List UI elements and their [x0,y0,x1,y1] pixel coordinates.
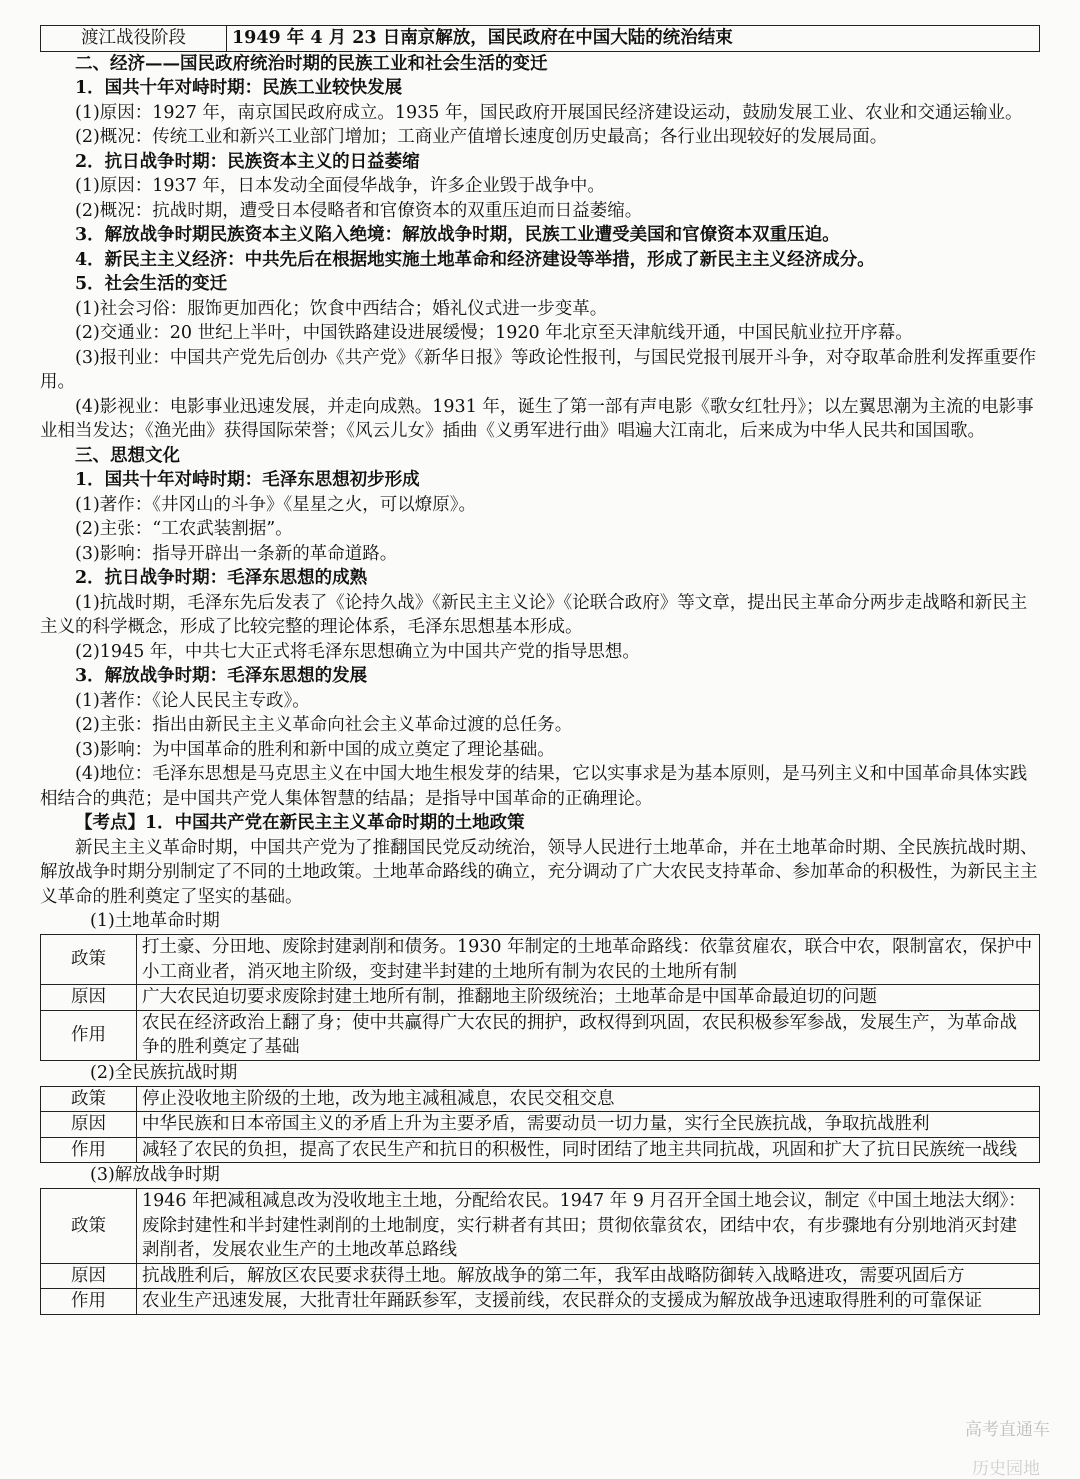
table-row [41,1086,1040,1112]
land-table-3-caption: (3)解放战争时期 [90,1165,220,1185]
row-label-policy: 政策 [41,1189,137,1264]
thought-s2-title: 2．抗日战争时期：毛泽东思想的成熟 [75,568,368,588]
row-content-reason: 抗战胜利后，解放区农民要求获得土地。解放战争的第二年，我军由战略防御转入战略进攻，需要巩固后方 [137,1263,1040,1289]
thought-s3-p3: (3)影响：为中国革命的胜利和新中国的成立奠定了理论基础。 [75,739,555,760]
land-table-1 [40,934,1040,1061]
table-row [41,1137,1040,1163]
thought-s1-p3: (3)影响：指导开辟出一条新的革命道路。 [75,543,398,564]
thought-s2-p1: (1)抗战时期，毛泽东先后发表了《论持久战》《新民主主义论》《论联合政府》等文章，提出民主革命分两步走战略和新民主主义的科学概念，形成了比较完整的理论体系，毛泽东思想基本形成。 [40,592,1028,637]
land-table-2-caption: (2)全民族抗战时期 [90,1062,238,1083]
row-content-reason: 广大农民迫切要求废除封建土地所有制，推翻地主阶级统治；土地革命是中国革命最迫切的问题 [137,985,1040,1011]
thought-s3-p2: (2)主张：指出由新民主主义革命向社会主义革命过渡的总任务。 [75,715,573,735]
top-table-content: 1949 年 4 月 23 日南京解放，国民政府在中国大陆的统治结束 [227,26,1040,52]
thought-title: 三、思想文化 [75,445,180,466]
row-content-reason: 中华民族和日本帝国主义的矛盾上升为主要矛盾，需要动员一切力量，实行全民族抗战，争取抗战胜利 [137,1112,1040,1138]
table-row [41,1263,1040,1289]
row-label-reason: 原因 [41,1112,137,1138]
top-table-label: 渡江战役阶段 [41,26,227,52]
land-table-2 [40,1086,1040,1164]
thought-s1-p1: (1)著作：《井冈山的斗争》《星星之火，可以燎原》。 [75,494,477,515]
econ-s4: 4．新民主主义经济：中共先后在根据地实施土地革命和经济建设等举措，形成了新民主主义经济成分。 [75,249,875,270]
econ-s2-p1: (1)原因：1937 年，日本发动全面侵华战争，许多企业毁于战争中。 [75,176,605,196]
row-label-reason: 原因 [41,985,137,1011]
table-row [41,1010,1040,1060]
thought-s3-p1: (1)著作：《论人民民主专政》。 [75,690,310,711]
econ-s1-p1: (1)原因：1927 年，南京国民政府成立。1935 年，国民政府开展国民经济建设运动，鼓励发展工业、农业和交通运输业。 [75,102,1023,123]
kaodian-title: 【考点】1．中国共产党在新民主主义革命时期的土地政策 [75,813,525,833]
econ-s1-p2: (2)概况：传统工业和新兴工业部门增加；工商业产值增长速度创历史最高；各行业出现较好的发展局面。 [75,127,888,147]
row-label-policy: 政策 [41,935,137,985]
econ-s5-p4: (4)影视业：电影事业迅速发展，并走向成熟。1931 年，诞生了第一部有声电影《歌女红牡丹》；以左翼思潮为主流的电影事业相当发达；《渔光曲》获得国际荣誉；《风云儿女》插曲《义勇军进行曲》唱遍大江南北，后来成为中华人民共和国国歌。 [40,396,1034,441]
econ-s5-p3: (3)报刊业：中国共产党先后创办《共产党》《新华日报》等政论性报刊，与国民党报刊展开斗争，对夺取革命胜利发挥重要作用。 [40,347,1037,392]
econ-s1-title: 1．国共十年对峙时期：民族工业较快发展 [75,78,403,98]
thought-s2-p2: (2)1945 年，中共七大正式将毛泽东思想确立为中国共产党的指导思想。 [75,641,640,662]
watermark-bottom-text: 历史园地 [972,1459,1040,1479]
econ-s5-p1: (1)社会习俗：服饰更加西化；饮食中西结合；婚礼仪式进一步变革。 [75,298,608,319]
row-label-reason: 原因 [41,1263,137,1289]
row-label-effect: 作用 [41,1010,137,1060]
thought-s1-p2: (2)主张：“工农武装割据”。 [75,519,293,539]
row-content-policy: 打土豪、分田地、废除封建剥削和债务。1930 年制定的土地革命路线：依靠贫雇农，联合中农，限制富农，保护中小工商业者，消灭地主阶级，变封建半封建的土地所有制为农民的土地所有制 [137,935,1040,985]
row-content-effect: 减轻了农民的负担，提高了农民生产和抗日的积极性，同时团结了地主共同抗战，巩固和扩大了抗日民族统一战线 [137,1137,1040,1163]
thought-s3-p4: (4)地位：毛泽东思想是马克思主义在中国大地生根发芽的结果，它以实事求是为基本原则，是马列主义和中国革命具体实践相结合的典范；是中国共产党人集体智慧的结晶；是指导中国革命的正确理论。 [40,764,1028,809]
thought-s3-title: 3．解放战争时期：毛泽东思想的发展 [75,666,368,686]
econ-s2-title: 2．抗日战争时期：民族资本主义的日益萎缩 [75,151,420,172]
econ-s3: 3．解放战争时期民族资本主义陷入绝境：解放战争时期，民族工业遭受美国和官僚资本双重压迫。 [75,225,840,245]
econ-s2-p2: (2)概况：抗战时期，遭受日本侵略者和官僚资本的双重压迫而日益萎缩。 [75,200,643,221]
row-content-effect: 农业生产迅速发展，大批青壮年踊跃参军，支援前线，农民群众的支援成为解放战争迅速取得胜利的可靠保证 [137,1289,1040,1315]
table-row [41,985,1040,1011]
table-row [41,1189,1040,1264]
row-label-policy: 政策 [41,1086,137,1112]
land-table-1-caption: (1)土地革命时期 [90,911,220,931]
table-row [41,1289,1040,1315]
land-table-3 [40,1188,1040,1315]
row-content-policy: 停止没收地主阶级的土地，改为地主减租减息，农民交租交息 [137,1086,1040,1112]
econ-s5-title: 5．社会生活的变迁 [75,274,228,294]
econ-title: 二、经济——国民政府统治时期的民族工业和社会生活的变迁 [75,53,548,74]
table-row [41,935,1040,985]
watermark-text: 高考直通车 [965,1420,1050,1440]
row-label-effect: 作用 [41,1137,137,1163]
kaodian-intro: 新民主主义革命时期，中国共产党为了推翻国民党反动统治，领导人民进行土地革命，并在土地革命时期、全民族抗战时期、解放战争时期分别制定了不同的土地政策。土地革命路线的确立，充分调动了广大农民支持革命、参加革命的积极性，为新民主主义革命的胜利奠定了坚实的基础。 [40,837,1038,907]
document-page [40,0,1040,1315]
row-content-policy: 1946 年把减租减息改为没收地主土地，分配给农民。1947 年 9 月召开全国土地会议，制定《中国土地法大纲》：废除封建性和半封建性剥削的土地制度，实行耕者有其田；贯彻依靠贫农，团结中农，有步骤地有分别地消灭封建剥削者，发展农业生产的土地改革总路线 [137,1189,1040,1264]
row-label-effect: 作用 [41,1289,137,1315]
row-content-effect: 农民在经济政治上翻了身；使中共赢得广大农民的拥护，政权得到巩固，农民积极参军参战，发展生产，为革命战争的胜利奠定了基础 [137,1010,1040,1060]
table-row [41,1112,1040,1138]
econ-s5-p2: (2)交通业：20 世纪上半叶，中国铁路建设进展缓慢；1920 年北京至天津航线开通，中国民航业拉开序幕。 [75,323,913,343]
thought-s1-title: 1．国共十年对峙时期：毛泽东思想初步形成 [75,470,420,490]
top-table [40,25,1040,52]
